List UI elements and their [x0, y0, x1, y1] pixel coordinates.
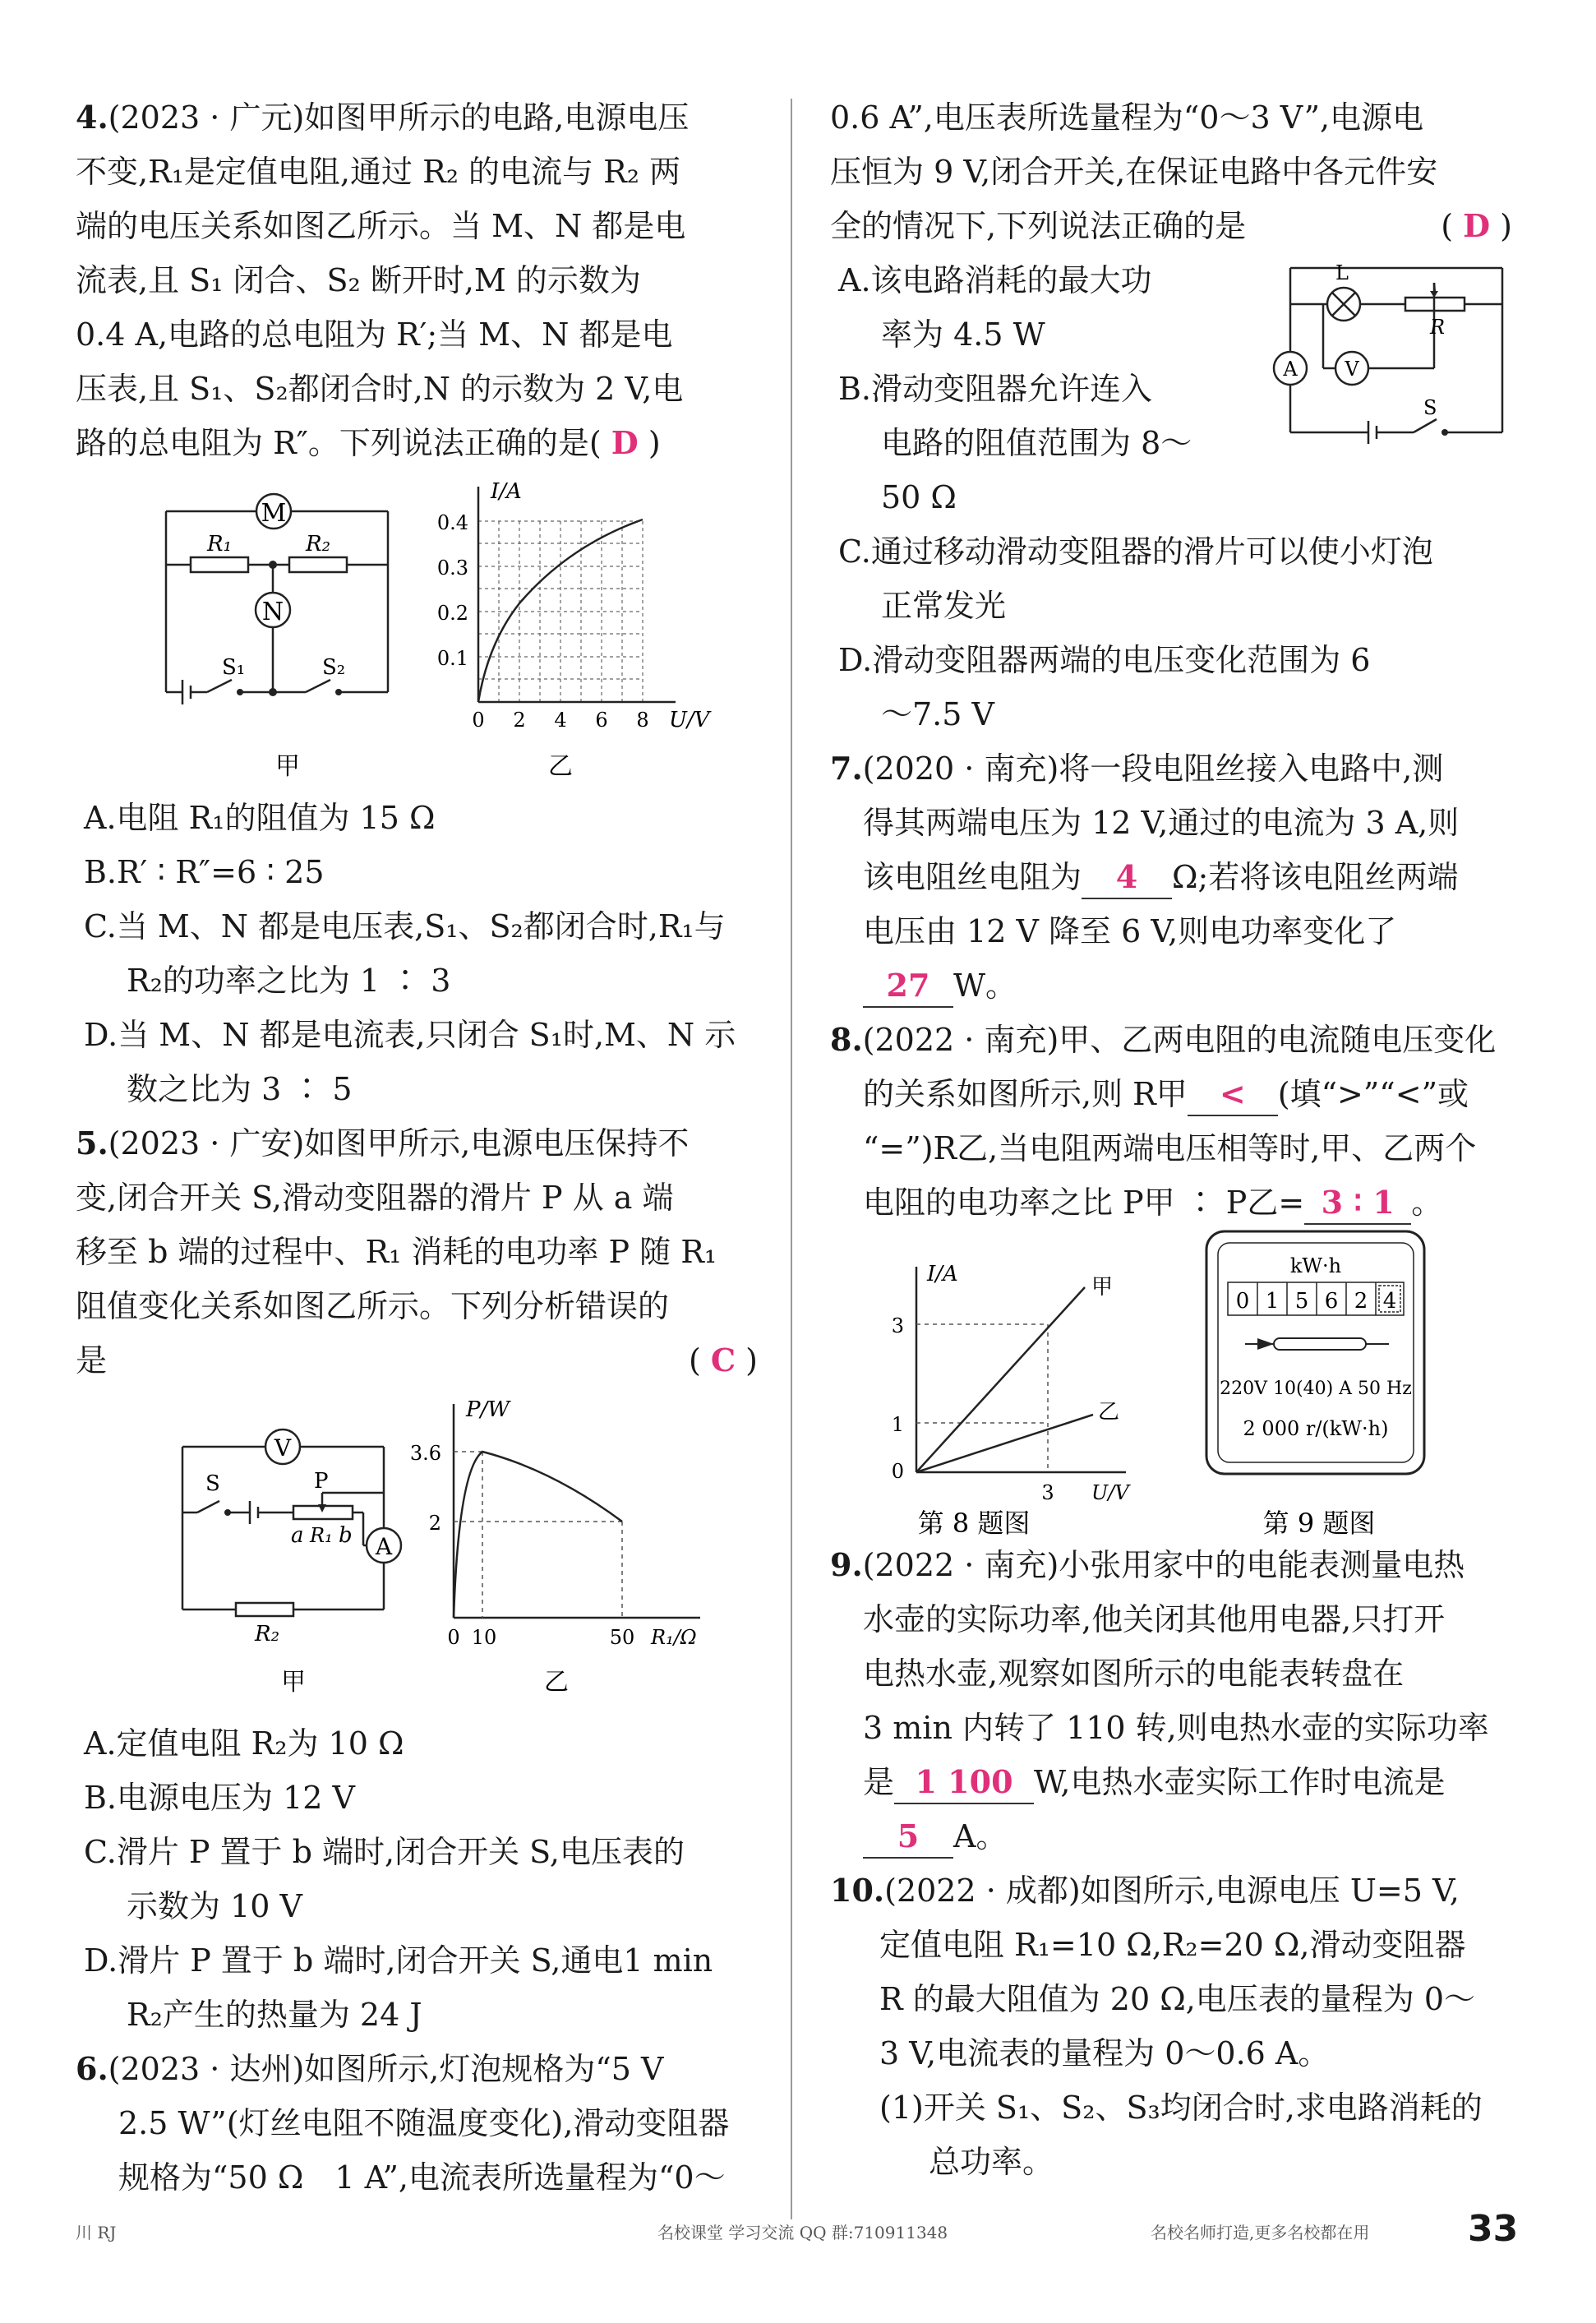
q6-option-c: C.通过移动滑动变阻器的滑片可以使小灯泡 正常发光	[838, 533, 1433, 624]
q5-label-P: P	[314, 1469, 329, 1494]
q4-caption-jia: 甲	[275, 752, 300, 781]
svg-text:S: S	[1423, 396, 1437, 419]
q5-option-a: A.定值电阻 R₂为 10 Ω	[84, 1725, 404, 1762]
q4-ytick: 0.1	[436, 647, 468, 670]
svg-text:50: 50	[609, 1626, 635, 1649]
svg-text:2: 2	[428, 1512, 441, 1535]
svg-text:10: 10	[471, 1626, 497, 1649]
q4-option-b: B.R′ ∶ R″=6 ∶ 25	[84, 854, 325, 890]
svg-text:L: L	[1335, 261, 1349, 284]
q5-ammeter: A	[375, 1533, 393, 1560]
q5-answer: C	[710, 1342, 736, 1379]
q6-option-d: D.滑动变阻器两端的电压变化范围为 6 ～7.5 V	[838, 642, 1371, 732]
q5-circuit-and-graph	[76, 1388, 758, 1716]
q4-xtick: 4	[554, 709, 567, 732]
q4-circuit-and-graph	[76, 470, 758, 791]
svg-text:a: a	[291, 1523, 304, 1548]
q4-label-S1: S₁	[222, 655, 246, 680]
q4-line: 压表,且 S₁、S₂都闭合时,N 的示数为 2 V,电	[76, 371, 684, 407]
q8-caption: 第 8 题图	[917, 1508, 1031, 1538]
q5-caption-yi: 乙	[544, 1668, 569, 1697]
svg-text:R: R	[1430, 316, 1446, 339]
svg-text:1: 1	[891, 1413, 904, 1436]
q8-blank-2: 3 ∶ 1	[1304, 1182, 1411, 1225]
q4-graph	[437, 479, 712, 781]
q10-number: 10.	[830, 1872, 885, 1909]
svg-text:P/W: P/W	[466, 1397, 510, 1422]
question-9: 9.(2022 · 南充)小张用家中的电能表测量电热 水壶的实际功率,他关闭其他用电器,只打开 电热水壶,观察如图所示的电能表转盘在 3 min 内转了 110 转,则电热水壶的实际功率 是 1 100 W,电热水壶实际工作时电流是 5 A。	[830, 1538, 1512, 1863]
question-4: 4.(2023 · 广元)如图甲所示的电路,电源电压 不变,R₁是定值电阻,通过 R₂ 的电流与 R₂ 两 端的电压关系如图乙所示。当 M、N 都是电 流表,且 S₁ 闭合、S₂ 断开时,M 的示数为 0.4 A,电路的总电阻为 R′;当 M、N 都是电 压表,且 S₁、S₂都闭合时,N 的示数为 2 V,电 路的总电阻为 R″。下列说法正确的是( D ) M N R₁ R₂ S₁ S₂ 甲 I/A U/V 0.4 0.3 0.2 0.1 0 2 4 6 8 乙 A.电阻 R₁的阻值为 15 Ω B.R′ ∶ R″=6 ∶ 25 C.当 M、N 都是电压表,S₁、S₂都闭合时,R₁与 R₂的功率之比为 1 ∶ 3 D.当 M、N 都是电流表,只闭合 S₁时,M、N 示 数之比为 3 ∶ 5	[76, 90, 758, 1116]
svg-text:0: 0	[447, 1626, 460, 1649]
q4-xtick: 6	[595, 709, 608, 732]
svg-text:3: 3	[1041, 1481, 1054, 1504]
footer-edition: 川 RJ	[76, 2223, 117, 2242]
q4-figures	[76, 470, 758, 791]
question-6-cont: 0.6 A”,电压表所选量程为“0～3 V”,电源电 压恒为 9 V,闭合开关,在保证电路中各元件安 全的情况下,下列说法正确的是 ( D ) L R A V S A.该电路消耗的最大功 率为 4.5 W B.滑动变阻器允许连入 电路的阻值范围为 8～ 50 Ω C.通过移动滑动变阻器的滑片可以使小灯泡 正常发光 D.滑动变阻器两端的电压变化范围为 6 ～7.5 V	[830, 90, 1512, 741]
svg-text:6: 6	[1324, 1289, 1339, 1314]
q4-xtick: 2	[513, 709, 526, 732]
q4-line: 端的电压关系如图乙所示。当 M、N 都是电	[76, 208, 686, 244]
svg-text:R₁/Ω: R₁/Ω	[651, 1626, 697, 1649]
q5-caption-jia: 甲	[281, 1668, 306, 1697]
q4-meter-N: N	[261, 598, 284, 626]
q5-figures	[76, 1388, 758, 1716]
page-number: 33	[1468, 2208, 1519, 2250]
column-divider	[791, 99, 792, 2219]
svg-text:2: 2	[1354, 1289, 1368, 1314]
svg-text:2 000 r/(kW·h): 2 000 r/(kW·h)	[1243, 1417, 1389, 1440]
svg-text:乙: 乙	[1098, 1400, 1120, 1425]
svg-text:kW·h: kW·h	[1289, 1254, 1342, 1277]
q6-option-b: B.滑动变阻器允许连入 电路的阻值范围为 8～ 50 Ω	[838, 371, 1192, 515]
q5-graph	[410, 1397, 700, 1697]
q6-answer: D	[1463, 207, 1491, 244]
svg-text:R₁: R₁	[310, 1524, 333, 1547]
question-6-start: 6.(2023 · 达州)如图所示,灯泡规格为“5 V 2.5 W”(灯丝电阻不随温度变化),滑动变阻器 规格为“50 Ω 1 A”,电流表所选量程为“0～	[76, 2050, 730, 2196]
q5-power-curve	[454, 1452, 622, 1618]
svg-text:3: 3	[891, 1314, 904, 1337]
q5-option-c: C.滑片 P 置于 b 端时,闭合开关 S,电压表的 示数为 10 V	[84, 1834, 685, 1924]
q4-xtick: 8	[636, 709, 649, 732]
q4-option-c: C.当 M、N 都是电压表,S₁、S₂都闭合时,R₁与 R₂的功率之比为 1 ∶ 3	[84, 908, 726, 999]
footer-slogan: 名校名师打造,更多名校都在用	[1151, 2223, 1370, 2242]
q9-blank-1: 1 100	[894, 1762, 1034, 1804]
q9-energy-meter	[1206, 1231, 1424, 1538]
q7-blank-2: 27	[863, 965, 953, 1008]
q4-xtick: 0	[472, 709, 485, 732]
figures-8-9	[830, 1230, 1512, 1538]
q5-number: 5.	[76, 1125, 108, 1162]
q9-blank-2: 5	[863, 1816, 953, 1859]
q4-option-d: D.当 M、N 都是电流表,只闭合 S₁时,M、N 示 数之比为 3 ∶ 5	[84, 1017, 736, 1107]
question-7: 7.(2020 · 南充)将一段电阻丝接入电路中,测 得其两端电压为 12 V,通过的电流为 3 A,则 该电阻丝电阻为 4 Ω;若将该电阻丝两端 电压由 12 V 降至 6 V,则电功率变化了 27 W。	[830, 741, 1512, 1013]
q9-number: 9.	[830, 1546, 863, 1583]
svg-text:A: A	[1283, 358, 1298, 381]
q4-caption-yi: 乙	[548, 752, 573, 781]
q5-label-S: S	[205, 1471, 220, 1496]
q4-ytick: 0.3	[436, 557, 468, 580]
q9-caption: 第 9 题图	[1262, 1508, 1376, 1538]
right-column	[830, 90, 1512, 2189]
q8-q9-figures	[830, 1230, 1512, 1538]
svg-text:甲: 甲	[1091, 1275, 1114, 1300]
q4-label-R2: R₂	[306, 532, 330, 557]
q5-option-b: B.电源电压为 12 V	[84, 1780, 355, 1816]
svg-text:b: b	[339, 1523, 353, 1548]
q6-circuit	[1257, 253, 1504, 475]
svg-text:I/A: I/A	[927, 1262, 958, 1286]
q7-blank-1: 4	[1082, 857, 1172, 899]
q4-answer: D	[611, 424, 639, 461]
q4-line: 不变,R₁是定值电阻,通过 R₂ 的电流与 R₂ 两	[76, 154, 681, 190]
q4-xlabel: U/V	[669, 708, 710, 732]
q4-ytick: 0.4	[436, 511, 468, 534]
q7-number: 7.	[830, 750, 863, 787]
svg-text:0: 0	[1235, 1289, 1250, 1314]
question-5: 5.(2023 · 广安)如图甲所示,电源电压保持不 变,闭合开关 S,滑动变阻器的滑片 P 从 a 端 移至 b 端的过程中、R₁ 消耗的电功率 P 随 R₁ 阻值变化关系如图乙所示。下列分析错误的 是 ( C ) V A S P a R₁ b R₂ 甲 P/W 3.6 2 0 10 50 R₁/Ω 乙 A.定值电阻 R₂为 10 Ω B.电源电压为 12 V C.滑片 P 置于 b 端时,闭合开关 S,电压表的 示数为 10 V D.滑片 P 置于 b 端时,闭合开关 S,通电1 min R₂产生的热量为 24 J	[76, 1116, 758, 2042]
q8-blank-1: <	[1188, 1074, 1278, 1116]
q4-option-a: A.电阻 R₁的阻值为 15 Ω	[84, 800, 436, 836]
svg-text:0: 0	[891, 1460, 904, 1483]
q4-label-R1: R₁	[207, 532, 232, 557]
q4-ytick: 0.2	[436, 602, 468, 625]
svg-text:R₂: R₂	[255, 1622, 279, 1646]
q4-line: 流表,且 S₁ 闭合、S₂ 断开时,M 的示数为	[76, 262, 641, 298]
q4-line: (2023 · 广元)如图甲所示的电路,电源电压	[108, 99, 690, 136]
svg-text:5: 5	[1294, 1289, 1309, 1314]
q4-line: 路的总电阻为 R″。下列说法正确的是	[76, 425, 589, 461]
q6-number: 6.	[76, 2050, 108, 2087]
q6-option-a: A.该电路消耗的最大功 率为 4.5 W	[838, 262, 1152, 353]
q8-graph	[892, 1262, 1132, 1538]
svg-text:4: 4	[1382, 1289, 1397, 1314]
q4-ylabel: I/A	[491, 479, 522, 504]
q8-number: 8.	[830, 1021, 863, 1058]
svg-text:3.6: 3.6	[409, 1442, 441, 1465]
q4-number: 4.	[76, 99, 108, 136]
svg-text:1: 1	[1265, 1289, 1280, 1314]
q5-voltmeter: V	[274, 1434, 292, 1462]
svg-text:U/V: U/V	[1091, 1481, 1129, 1504]
svg-text:V: V	[1345, 358, 1359, 381]
q4-line: 0.4 A,电路的总电阻为 R′;当 M、N 都是电	[76, 316, 673, 353]
svg-text:220V 10(40) A 50 Hz: 220V 10(40) A 50 Hz	[1220, 1379, 1412, 1399]
footer-qq-group: 名校课堂 学习交流 QQ 群:710911348	[657, 2223, 948, 2242]
q5-option-d: D.滑片 P 置于 b 端时,闭合开关 S,通电1 min R₂产生的热量为 24 J	[84, 1942, 713, 2033]
q4-meter-M: M	[261, 499, 287, 528]
q4-label-S2: S₂	[322, 655, 346, 680]
question-8: 8.(2022 · 南充)甲、乙两电阻的电流随电压变化 的关系如图所示,则 R甲 < (填“>”“<”或 “=”)R乙,当电阻两端电压相等时,甲、乙两个 电阻的电功率之比 P甲 ∶ P乙= 3 ∶ 1 。 I/A 3 1 0 3 U/V 甲 乙 第 8 题图 kW·h 0 1 5 6 2 4 220V 10(40) A 50 Hz 2 000 r/(kW·h) 第 9 题图	[830, 1013, 1512, 1538]
question-10: 10.(2022 · 成都)如图所示,电源电压 U=5 V, 定值电阻 R₁=10 Ω,R₂=20 Ω,滑动变阻器 R 的最大阻值为 20 Ω,电压表的量程为 0～ 3 V,电流表的量程为 0～0.6 A。 (1)开关 S₁、S₂、S₃均闭合时,求电路消耗的 总功率。	[830, 1872, 1483, 2180]
left-column	[76, 90, 758, 2205]
